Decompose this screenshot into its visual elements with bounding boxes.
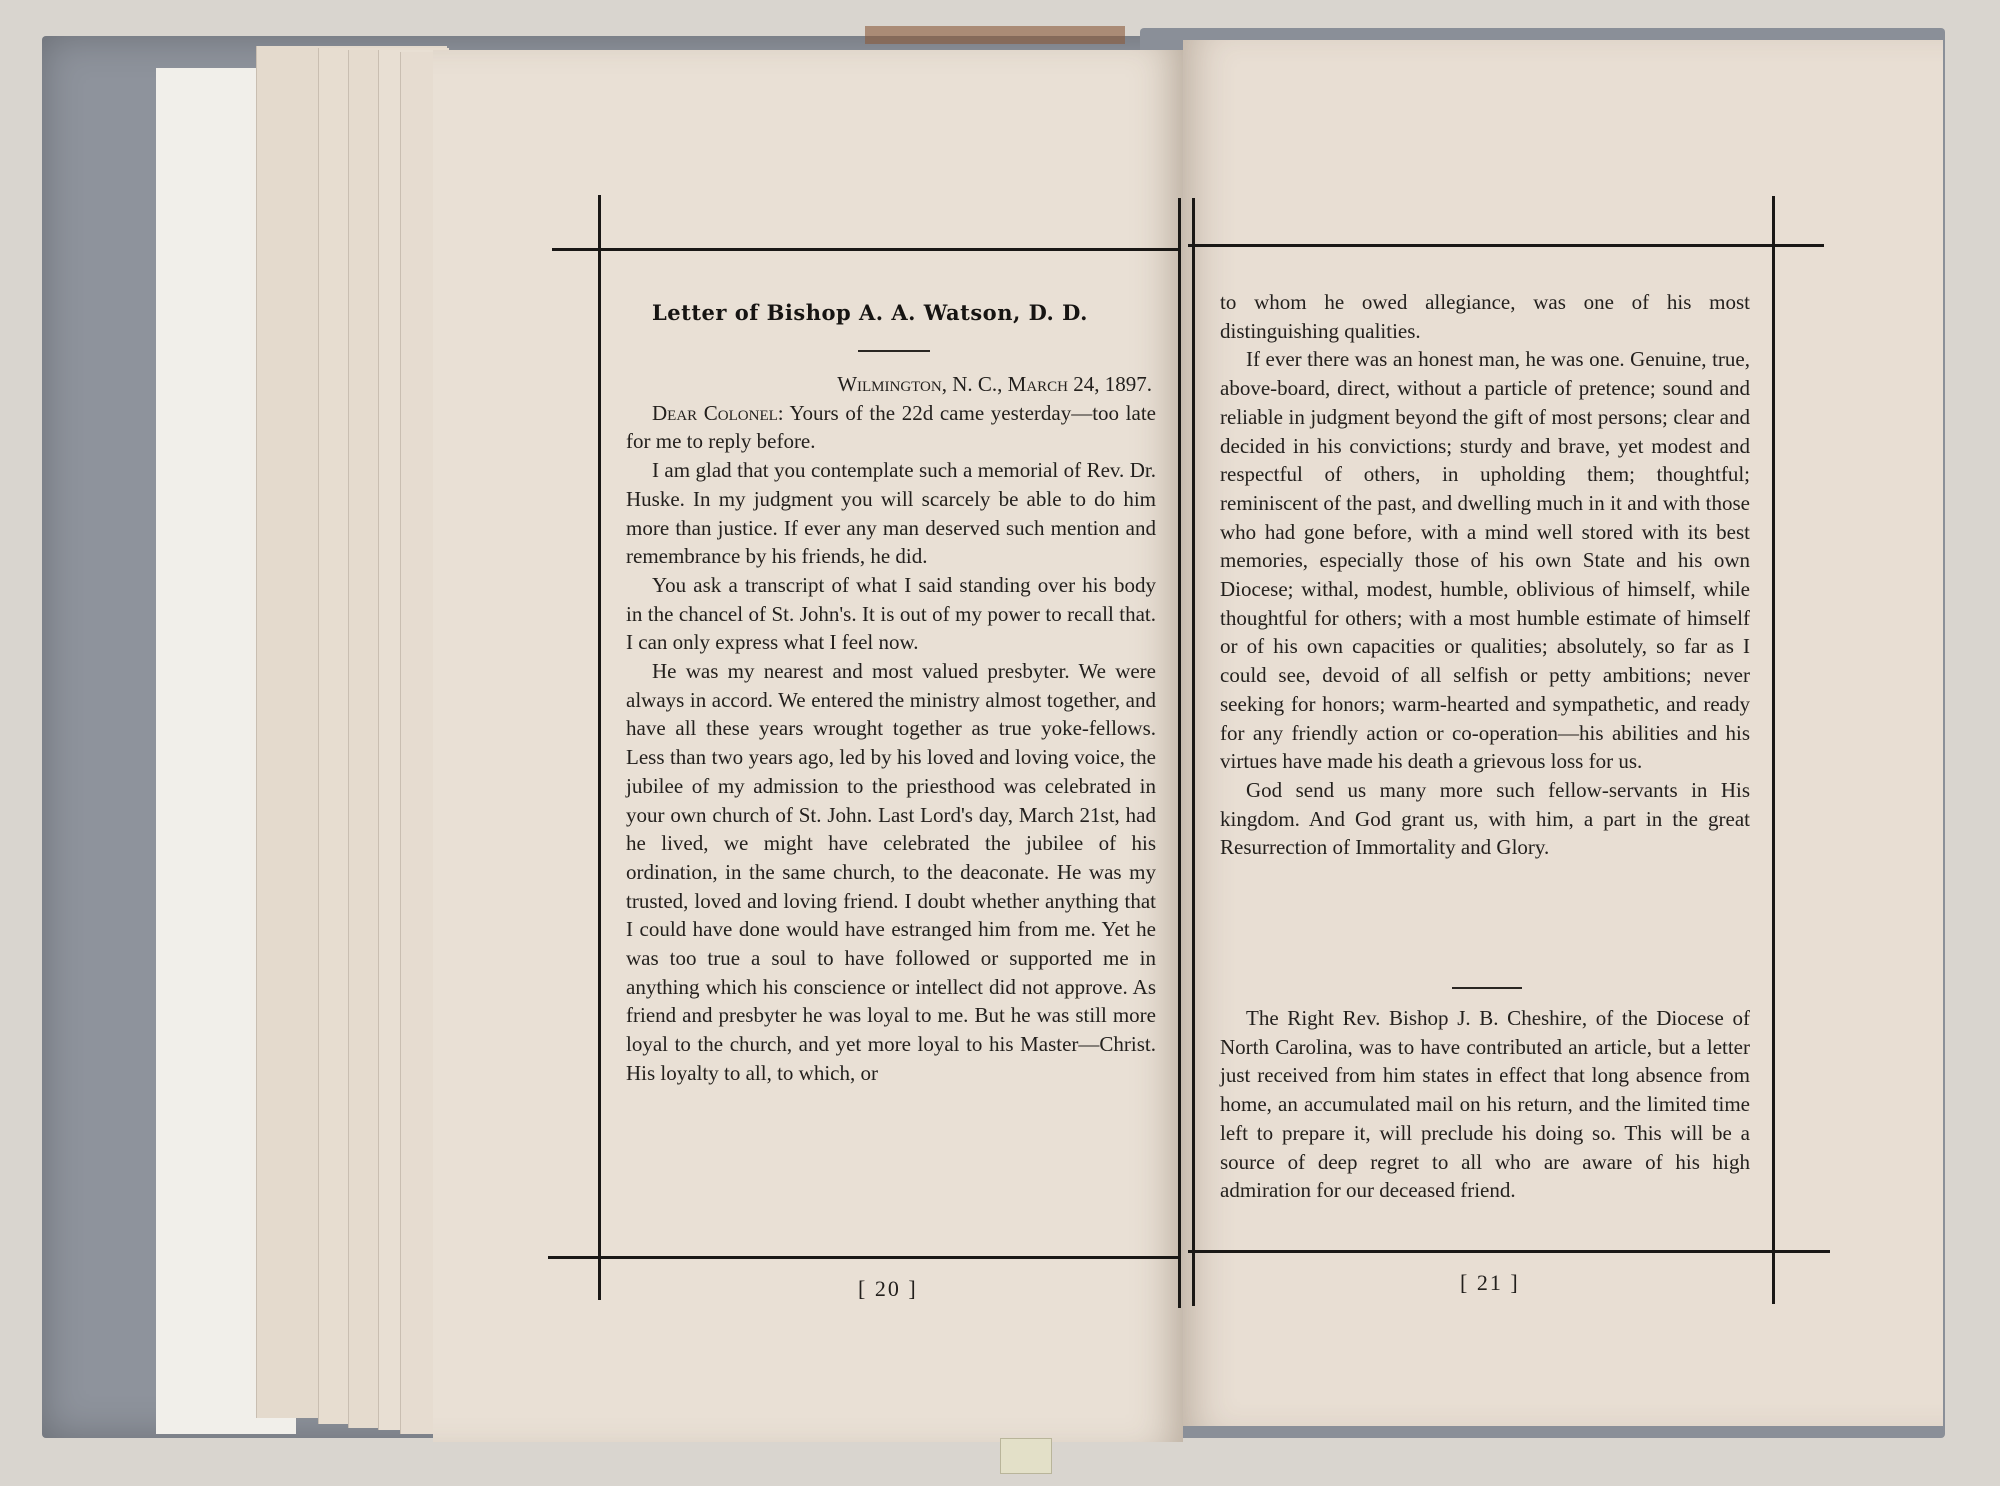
paragraph: to whom he owed allegiance, was one of his most distinguishing qualities. bbox=[1220, 290, 1750, 343]
paragraph: God send us many more such fellow-servants in His kingdom. And God grant us, with him, a part in the great Resurrection of Immortality and Glory. bbox=[1220, 777, 1750, 860]
page-heading: Letter of Bishop A. A. Watson, D. D. bbox=[652, 300, 1088, 325]
paragraph-text: Yours of the 22d came yesterday—too late for me to reply before. bbox=[626, 400, 1156, 454]
left-inner-rule bbox=[1178, 198, 1181, 1308]
left-outer-rule bbox=[598, 195, 601, 1300]
paragraph bbox=[626, 399, 1156, 456]
dateline: Wilmington, N. C., March 24, 1897. bbox=[837, 372, 1152, 396]
paragraph: He was my nearest and most valued presbyter. We were always in accord. We entered the ministry almost together, and have all these years wrought together as true yoke-fellows. Less than two years ago, led by his loved and loving voice, the jubilee of my admission to the priesthood was celebrated in your own church of St. John. Last Lord's day, March 21st, had he lived, we might have celebrated the jubilee of his ordination, in the same church, to the deaconate. He was my trusted, loved and loving friend. I doubt whether anything that I could have done would have estranged him from me. Yet he was too true a soul to have followed or supported me in anything which his conscience or intellect did not approve. As friend and presbyter he was loyal to me. But he was still more loyal to the church, and yet more loyal to his Master—Christ. His loyalty to all, to which, or bbox=[626, 659, 1156, 1085]
page-number: [ 20 ] bbox=[858, 1276, 918, 1301]
section-divider bbox=[1452, 987, 1522, 989]
paragraph: If ever there was an honest man, he was one. Genuine, true, above-board, direct, without a particle of pretence; sound and reliable in judgment beyond the gift of most persons; clear and decided in his convictions; sturdy and brave, yet modest and respectful of others, in upholding them; thoughtful; reminiscent of the past, and dwelling much in it and with those who had gone before, with a mind well stored with its best memories, especially those of his own State and his own Diocese; withal, modest, humble, oblivious of himself, while thoughtful for others; with a most humble estimate of himself or of his own capacities or qualities; absolutely, so far as I could see, devoid of all selfish or petty ambitions; never seeking for honors; warm-hearted and sympathetic, and ready for any friendly action or co-operation—his abilities and his virtues have made his death a grievous loss for us. bbox=[1220, 347, 1750, 774]
right-inner-rule bbox=[1192, 198, 1195, 1306]
heading-divider bbox=[858, 350, 930, 352]
left-bottom-rule bbox=[548, 1256, 1180, 1259]
paragraph: I am glad that you contemplate such a memorial of Rev. Dr. Huske. In my judgment you will scarcely be able to do him more than justice. If ever any man deserved such mention and remembrance by his friends, he did. bbox=[626, 458, 1156, 569]
page-number: [ 21 ] bbox=[1460, 1270, 1520, 1295]
left-page-text bbox=[626, 370, 1156, 1088]
right-top-rule bbox=[1188, 244, 1824, 247]
bookmark-ribbon bbox=[1000, 1438, 1052, 1474]
paragraph: You ask a transcript of what I said standing over his body in the chancel of St. John's. It is out of my power to recall that. I can only express what I feel now. bbox=[626, 572, 1156, 655]
right-bottom-rule bbox=[1188, 1250, 1830, 1253]
salutation: Dear Colonel: bbox=[652, 400, 784, 425]
left-top-rule bbox=[552, 248, 1180, 251]
right-outer-rule bbox=[1772, 196, 1775, 1304]
right-page-note bbox=[1220, 1004, 1750, 1205]
spine-binding bbox=[865, 26, 1125, 44]
paragraph: The Right Rev. Bishop J. B. Cheshire, of the Diocese of North Carolina, was to have contributed an article, but a letter just received from him states in effect that long absence from home, an accumulated mail on his return, and the limited time left to prepare it, will preclude his doing so. This will be a source of deep regret to all who are aware of his high admiration for our deceased friend. bbox=[1220, 1006, 1750, 1203]
right-page-text bbox=[1220, 288, 1750, 862]
